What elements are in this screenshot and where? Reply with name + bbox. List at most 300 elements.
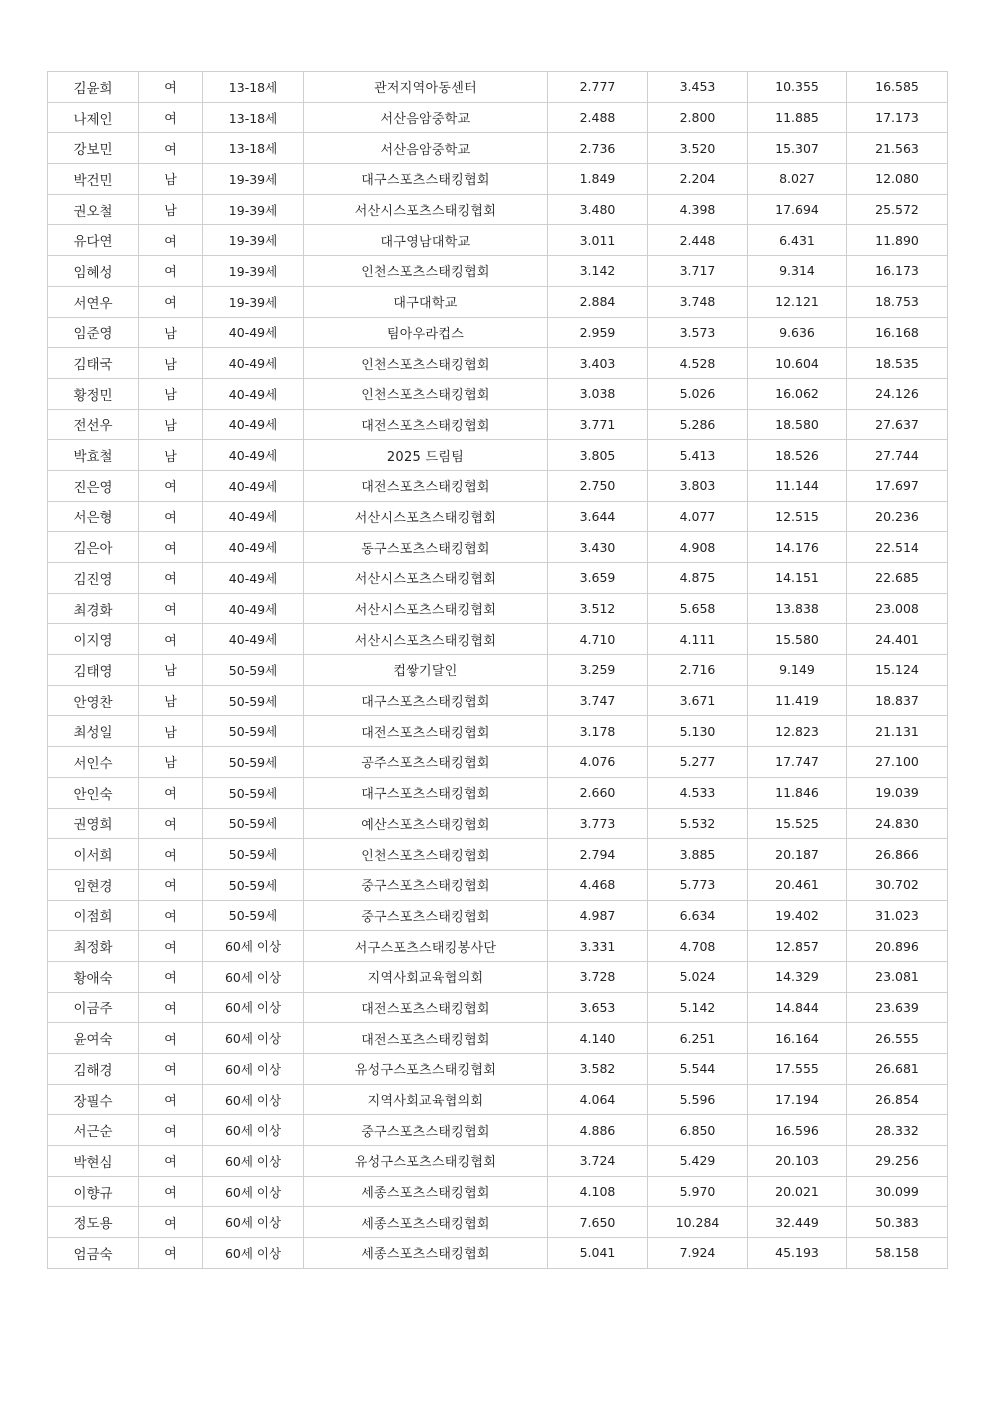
athlete-name-cell: 최정화 <box>48 931 139 962</box>
table-row <box>48 593 948 624</box>
record-3-cell: 20.103 <box>748 1146 847 1177</box>
record-2-cell: 2.448 <box>648 225 748 256</box>
team-cell: 대구대학교 <box>304 286 548 317</box>
athlete-name-cell: 김태국 <box>48 348 139 379</box>
record-3-cell: 17.194 <box>748 1084 847 1115</box>
record-1-cell: 4.064 <box>548 1084 648 1115</box>
team-cell: 서산시스포츠스태킹협회 <box>304 501 548 532</box>
table-row <box>48 900 948 931</box>
team-cell: 세종스포츠스태킹협회 <box>304 1176 548 1207</box>
record-3-cell: 17.694 <box>748 194 847 225</box>
age-group-cell: 60세 이상 <box>203 1207 304 1238</box>
athlete-name-cell: 윤여숙 <box>48 1023 139 1054</box>
table-row <box>48 102 948 133</box>
record-2-cell: 5.544 <box>648 1054 748 1085</box>
gender-cell: 남 <box>139 440 203 471</box>
table-row <box>48 440 948 471</box>
gender-cell: 남 <box>139 409 203 440</box>
gender-cell: 여 <box>139 256 203 287</box>
team-cell: 서산시스포츠스태킹협회 <box>304 563 548 594</box>
total-cell: 26.866 <box>847 839 948 870</box>
record-2-cell: 5.277 <box>648 747 748 778</box>
team-cell: 세종스포츠스태킹협회 <box>304 1238 548 1269</box>
table-row <box>48 1115 948 1146</box>
team-cell: 중구스포츠스태킹협회 <box>304 1115 548 1146</box>
age-group-cell: 60세 이상 <box>203 931 304 962</box>
total-cell: 18.535 <box>847 348 948 379</box>
table-row <box>48 256 948 287</box>
record-3-cell: 45.193 <box>748 1238 847 1269</box>
record-3-cell: 18.580 <box>748 409 847 440</box>
team-cell: 서산음암중학교 <box>304 102 548 133</box>
age-group-cell: 60세 이상 <box>203 961 304 992</box>
record-1-cell: 3.659 <box>548 563 648 594</box>
record-1-cell: 3.771 <box>548 409 648 440</box>
team-cell: 지역사회교육협의회 <box>304 1084 548 1115</box>
age-group-cell: 40-49세 <box>203 409 304 440</box>
athlete-name-cell: 이지영 <box>48 624 139 655</box>
gender-cell: 여 <box>139 225 203 256</box>
team-cell: 동구스포츠스태킹협회 <box>304 532 548 563</box>
team-cell: 인천스포츠스태킹협회 <box>304 256 548 287</box>
record-2-cell: 4.528 <box>648 348 748 379</box>
record-1-cell: 2.488 <box>548 102 648 133</box>
record-1-cell: 3.011 <box>548 225 648 256</box>
record-3-cell: 16.596 <box>748 1115 847 1146</box>
gender-cell: 여 <box>139 931 203 962</box>
table-row <box>48 777 948 808</box>
athlete-name-cell: 서인수 <box>48 747 139 778</box>
record-3-cell: 16.164 <box>748 1023 847 1054</box>
table-row <box>48 931 948 962</box>
total-cell: 11.890 <box>847 225 948 256</box>
athlete-name-cell: 황애숙 <box>48 961 139 992</box>
age-group-cell: 19-39세 <box>203 225 304 256</box>
total-cell: 23.008 <box>847 593 948 624</box>
age-group-cell: 40-49세 <box>203 348 304 379</box>
table-row <box>48 1084 948 1115</box>
total-cell: 20.236 <box>847 501 948 532</box>
table-row <box>48 839 948 870</box>
gender-cell: 여 <box>139 777 203 808</box>
team-cell: 컵쌓기달인 <box>304 655 548 686</box>
total-cell: 29.256 <box>847 1146 948 1177</box>
record-2-cell: 4.708 <box>648 931 748 962</box>
total-cell: 28.332 <box>847 1115 948 1146</box>
gender-cell: 여 <box>139 593 203 624</box>
age-group-cell: 40-49세 <box>203 378 304 409</box>
team-cell: 서구스포츠스태킹봉사단 <box>304 931 548 962</box>
athlete-name-cell: 장필수 <box>48 1084 139 1115</box>
gender-cell: 남 <box>139 747 203 778</box>
record-2-cell: 5.413 <box>648 440 748 471</box>
record-3-cell: 9.149 <box>748 655 847 686</box>
table-row <box>48 1207 948 1238</box>
record-2-cell: 6.251 <box>648 1023 748 1054</box>
table-row <box>48 225 948 256</box>
age-group-cell: 50-59세 <box>203 655 304 686</box>
table-row <box>48 532 948 563</box>
total-cell: 22.685 <box>847 563 948 594</box>
athlete-name-cell: 나제인 <box>48 102 139 133</box>
total-cell: 27.637 <box>847 409 948 440</box>
team-cell: 대구영남대학교 <box>304 225 548 256</box>
athlete-name-cell: 전선우 <box>48 409 139 440</box>
athlete-name-cell: 권오철 <box>48 194 139 225</box>
table-row <box>48 747 948 778</box>
total-cell: 30.099 <box>847 1176 948 1207</box>
record-2-cell: 3.885 <box>648 839 748 870</box>
athlete-name-cell: 서근순 <box>48 1115 139 1146</box>
record-2-cell: 5.026 <box>648 378 748 409</box>
total-cell: 15.124 <box>847 655 948 686</box>
record-1-cell: 3.653 <box>548 992 648 1023</box>
table-row <box>48 1054 948 1085</box>
athlete-name-cell: 황정민 <box>48 378 139 409</box>
table-row <box>48 409 948 440</box>
table-row <box>48 716 948 747</box>
team-cell: 관저지역아동센터 <box>304 72 548 103</box>
athlete-name-cell: 유다연 <box>48 225 139 256</box>
total-cell: 21.131 <box>847 716 948 747</box>
record-3-cell: 20.461 <box>748 869 847 900</box>
gender-cell: 여 <box>139 900 203 931</box>
gender-cell: 남 <box>139 378 203 409</box>
record-1-cell: 3.582 <box>548 1054 648 1085</box>
record-1-cell: 3.178 <box>548 716 648 747</box>
gender-cell: 여 <box>139 286 203 317</box>
total-cell: 24.401 <box>847 624 948 655</box>
total-cell: 17.697 <box>847 470 948 501</box>
record-3-cell: 8.027 <box>748 164 847 195</box>
record-3-cell: 12.121 <box>748 286 847 317</box>
gender-cell: 남 <box>139 655 203 686</box>
age-group-cell: 40-49세 <box>203 624 304 655</box>
age-group-cell: 40-49세 <box>203 593 304 624</box>
table-row <box>48 133 948 164</box>
record-3-cell: 9.314 <box>748 256 847 287</box>
record-2-cell: 10.284 <box>648 1207 748 1238</box>
record-2-cell: 5.024 <box>648 961 748 992</box>
gender-cell: 여 <box>139 102 203 133</box>
total-cell: 21.563 <box>847 133 948 164</box>
record-1-cell: 3.430 <box>548 532 648 563</box>
record-2-cell: 4.875 <box>648 563 748 594</box>
team-cell: 대전스포츠스태킹협회 <box>304 1023 548 1054</box>
record-1-cell: 2.736 <box>548 133 648 164</box>
table-row <box>48 286 948 317</box>
age-group-cell: 60세 이상 <box>203 1115 304 1146</box>
table-row <box>48 655 948 686</box>
total-cell: 17.173 <box>847 102 948 133</box>
record-2-cell: 6.850 <box>648 1115 748 1146</box>
team-cell: 유성구스포츠스태킹협회 <box>304 1054 548 1085</box>
team-cell: 대전스포츠스태킹협회 <box>304 992 548 1023</box>
athlete-name-cell: 김윤희 <box>48 72 139 103</box>
athlete-name-cell: 김은아 <box>48 532 139 563</box>
record-2-cell: 5.130 <box>648 716 748 747</box>
total-cell: 16.168 <box>847 317 948 348</box>
record-2-cell: 3.748 <box>648 286 748 317</box>
record-3-cell: 14.176 <box>748 532 847 563</box>
athlete-name-cell: 정도용 <box>48 1207 139 1238</box>
record-1-cell: 2.777 <box>548 72 648 103</box>
athlete-name-cell: 김태영 <box>48 655 139 686</box>
team-cell: 대전스포츠스태킹협회 <box>304 409 548 440</box>
age-group-cell: 60세 이상 <box>203 1176 304 1207</box>
gender-cell: 여 <box>139 1023 203 1054</box>
table-row <box>48 1023 948 1054</box>
athlete-name-cell: 안인숙 <box>48 777 139 808</box>
gender-cell: 남 <box>139 348 203 379</box>
record-1-cell: 5.041 <box>548 1238 648 1269</box>
athlete-name-cell: 진은영 <box>48 470 139 501</box>
age-group-cell: 19-39세 <box>203 194 304 225</box>
record-3-cell: 15.525 <box>748 808 847 839</box>
gender-cell: 남 <box>139 685 203 716</box>
team-cell: 인천스포츠스태킹협회 <box>304 839 548 870</box>
athlete-name-cell: 임현경 <box>48 869 139 900</box>
team-cell: 유성구스포츠스태킹협회 <box>304 1146 548 1177</box>
record-1-cell: 1.849 <box>548 164 648 195</box>
record-1-cell: 7.650 <box>548 1207 648 1238</box>
record-1-cell: 3.038 <box>548 378 648 409</box>
team-cell: 중구스포츠스태킹협회 <box>304 900 548 931</box>
record-2-cell: 5.970 <box>648 1176 748 1207</box>
athlete-name-cell: 이향규 <box>48 1176 139 1207</box>
age-group-cell: 60세 이상 <box>203 1084 304 1115</box>
record-3-cell: 15.580 <box>748 624 847 655</box>
table-row <box>48 961 948 992</box>
record-2-cell: 3.803 <box>648 470 748 501</box>
athlete-name-cell: 김진영 <box>48 563 139 594</box>
record-2-cell: 5.286 <box>648 409 748 440</box>
gender-cell: 여 <box>139 501 203 532</box>
team-cell: 세종스포츠스태킹협회 <box>304 1207 548 1238</box>
table-row <box>48 563 948 594</box>
record-2-cell: 7.924 <box>648 1238 748 1269</box>
record-2-cell: 3.671 <box>648 685 748 716</box>
team-cell: 서산음암중학교 <box>304 133 548 164</box>
table-row <box>48 164 948 195</box>
record-2-cell: 2.716 <box>648 655 748 686</box>
total-cell: 22.514 <box>847 532 948 563</box>
athlete-name-cell: 이점희 <box>48 900 139 931</box>
total-cell: 16.585 <box>847 72 948 103</box>
age-group-cell: 40-49세 <box>203 563 304 594</box>
table-row <box>48 685 948 716</box>
record-2-cell: 6.634 <box>648 900 748 931</box>
total-cell: 26.555 <box>847 1023 948 1054</box>
record-1-cell: 3.331 <box>548 931 648 962</box>
record-3-cell: 18.526 <box>748 440 847 471</box>
gender-cell: 여 <box>139 1115 203 1146</box>
record-3-cell: 10.604 <box>748 348 847 379</box>
total-cell: 24.830 <box>847 808 948 839</box>
gender-cell: 여 <box>139 869 203 900</box>
team-cell: 팀아우라컵스 <box>304 317 548 348</box>
record-1-cell: 3.728 <box>548 961 648 992</box>
age-group-cell: 50-59세 <box>203 839 304 870</box>
age-group-cell: 50-59세 <box>203 900 304 931</box>
gender-cell: 남 <box>139 317 203 348</box>
total-cell: 23.081 <box>847 961 948 992</box>
record-3-cell: 19.402 <box>748 900 847 931</box>
record-2-cell: 5.142 <box>648 992 748 1023</box>
athlete-name-cell: 임혜성 <box>48 256 139 287</box>
total-cell: 23.639 <box>847 992 948 1023</box>
age-group-cell: 40-49세 <box>203 440 304 471</box>
record-3-cell: 10.355 <box>748 72 847 103</box>
team-cell: 대전스포츠스태킹협회 <box>304 716 548 747</box>
gender-cell: 남 <box>139 194 203 225</box>
record-2-cell: 3.520 <box>648 133 748 164</box>
record-1-cell: 4.140 <box>548 1023 648 1054</box>
team-cell: 대구스포츠스태킹협회 <box>304 685 548 716</box>
record-2-cell: 5.658 <box>648 593 748 624</box>
team-cell: 공주스포츠스태킹협회 <box>304 747 548 778</box>
age-group-cell: 19-39세 <box>203 286 304 317</box>
record-2-cell: 2.204 <box>648 164 748 195</box>
total-cell: 26.854 <box>847 1084 948 1115</box>
table-row <box>48 624 948 655</box>
record-1-cell: 3.142 <box>548 256 648 287</box>
record-3-cell: 12.857 <box>748 931 847 962</box>
total-cell: 27.100 <box>847 747 948 778</box>
record-3-cell: 15.307 <box>748 133 847 164</box>
age-group-cell: 50-59세 <box>203 747 304 778</box>
results-table <box>47 71 948 1269</box>
gender-cell: 여 <box>139 992 203 1023</box>
total-cell: 25.572 <box>847 194 948 225</box>
athlete-name-cell: 임준영 <box>48 317 139 348</box>
total-cell: 20.896 <box>847 931 948 962</box>
total-cell: 50.383 <box>847 1207 948 1238</box>
record-1-cell: 2.884 <box>548 286 648 317</box>
record-3-cell: 11.419 <box>748 685 847 716</box>
age-group-cell: 60세 이상 <box>203 1146 304 1177</box>
record-1-cell: 3.259 <box>548 655 648 686</box>
total-cell: 16.173 <box>847 256 948 287</box>
gender-cell: 여 <box>139 961 203 992</box>
record-3-cell: 16.062 <box>748 378 847 409</box>
record-2-cell: 5.429 <box>648 1146 748 1177</box>
record-3-cell: 12.823 <box>748 716 847 747</box>
record-2-cell: 5.596 <box>648 1084 748 1115</box>
age-group-cell: 50-59세 <box>203 716 304 747</box>
record-2-cell: 4.908 <box>648 532 748 563</box>
athlete-name-cell: 서연우 <box>48 286 139 317</box>
record-2-cell: 4.398 <box>648 194 748 225</box>
record-3-cell: 6.431 <box>748 225 847 256</box>
table-row <box>48 348 948 379</box>
total-cell: 19.039 <box>847 777 948 808</box>
record-2-cell: 4.111 <box>648 624 748 655</box>
gender-cell: 여 <box>139 1054 203 1085</box>
gender-cell: 여 <box>139 1207 203 1238</box>
athlete-name-cell: 엄금숙 <box>48 1238 139 1269</box>
gender-cell: 여 <box>139 839 203 870</box>
total-cell: 26.681 <box>847 1054 948 1085</box>
total-cell: 12.080 <box>847 164 948 195</box>
team-cell: 서산시스포츠스태킹협회 <box>304 194 548 225</box>
table-row <box>48 1146 948 1177</box>
gender-cell: 여 <box>139 1176 203 1207</box>
gender-cell: 여 <box>139 808 203 839</box>
athlete-name-cell: 박현심 <box>48 1146 139 1177</box>
record-3-cell: 14.844 <box>748 992 847 1023</box>
total-cell: 18.837 <box>847 685 948 716</box>
gender-cell: 여 <box>139 532 203 563</box>
team-cell: 인천스포츠스태킹협회 <box>304 348 548 379</box>
athlete-name-cell: 이서희 <box>48 839 139 870</box>
record-3-cell: 12.515 <box>748 501 847 532</box>
athlete-name-cell: 이금주 <box>48 992 139 1023</box>
gender-cell: 여 <box>139 624 203 655</box>
athlete-name-cell: 강보민 <box>48 133 139 164</box>
team-cell: 서산시스포츠스태킹협회 <box>304 593 548 624</box>
record-3-cell: 11.846 <box>748 777 847 808</box>
record-2-cell: 4.533 <box>648 777 748 808</box>
table-row <box>48 72 948 103</box>
age-group-cell: 60세 이상 <box>203 1238 304 1269</box>
table-row <box>48 194 948 225</box>
age-group-cell: 60세 이상 <box>203 1054 304 1085</box>
record-1-cell: 3.747 <box>548 685 648 716</box>
athlete-name-cell: 안영찬 <box>48 685 139 716</box>
record-1-cell: 4.468 <box>548 869 648 900</box>
gender-cell: 남 <box>139 164 203 195</box>
age-group-cell: 13-18세 <box>203 102 304 133</box>
results-table-body <box>48 72 948 1269</box>
record-1-cell: 2.794 <box>548 839 648 870</box>
age-group-cell: 60세 이상 <box>203 992 304 1023</box>
age-group-cell: 13-18세 <box>203 133 304 164</box>
total-cell: 58.158 <box>847 1238 948 1269</box>
record-1-cell: 3.512 <box>548 593 648 624</box>
gender-cell: 여 <box>139 72 203 103</box>
record-1-cell: 3.480 <box>548 194 648 225</box>
team-cell: 대구스포츠스태킹협회 <box>304 777 548 808</box>
record-1-cell: 4.987 <box>548 900 648 931</box>
athlete-name-cell: 권영희 <box>48 808 139 839</box>
table-row <box>48 317 948 348</box>
record-1-cell: 4.108 <box>548 1176 648 1207</box>
total-cell: 31.023 <box>847 900 948 931</box>
record-3-cell: 11.885 <box>748 102 847 133</box>
record-1-cell: 4.076 <box>548 747 648 778</box>
age-group-cell: 13-18세 <box>203 72 304 103</box>
record-2-cell: 4.077 <box>648 501 748 532</box>
table-row <box>48 992 948 1023</box>
team-cell: 예산스포츠스태킹협회 <box>304 808 548 839</box>
table-row <box>48 470 948 501</box>
table-row <box>48 808 948 839</box>
age-group-cell: 50-59세 <box>203 808 304 839</box>
record-1-cell: 3.403 <box>548 348 648 379</box>
age-group-cell: 40-49세 <box>203 470 304 501</box>
team-cell: 2025 드림팀 <box>304 440 548 471</box>
record-1-cell: 3.773 <box>548 808 648 839</box>
gender-cell: 여 <box>139 1238 203 1269</box>
record-3-cell: 17.555 <box>748 1054 847 1085</box>
total-cell: 27.744 <box>847 440 948 471</box>
record-1-cell: 3.805 <box>548 440 648 471</box>
record-1-cell: 2.959 <box>548 317 648 348</box>
age-group-cell: 40-49세 <box>203 317 304 348</box>
record-1-cell: 3.724 <box>548 1146 648 1177</box>
gender-cell: 여 <box>139 1146 203 1177</box>
